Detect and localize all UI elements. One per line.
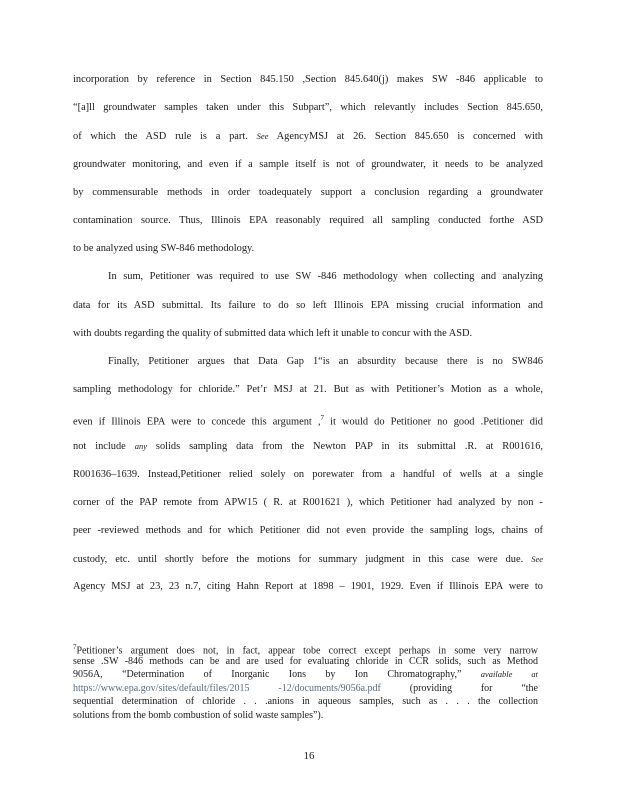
text-line [73, 521, 543, 549]
footnote-line [73, 668, 538, 682]
text-run: groundwater monitoring, and even if a sample itself is not of groundwater, it needs to be analyzed [73, 158, 543, 170]
text-line [73, 211, 543, 239]
text-run: sampling methodology for chloride.” Pet’r MSJ at 21. But as with Petitioner’s Motion as a whole, [73, 384, 543, 396]
italic-run: See [256, 131, 269, 142]
text-run: to be analyzed using SW-846 methodology. [73, 243, 255, 255]
footnote-marker: 7 [320, 414, 325, 423]
footnote-line [73, 695, 538, 709]
text-run: Finally, Petitioner argues that Data Gap 1“is an absurdity because there is no SW846 [108, 355, 543, 367]
text-run: R001636–1639. Instead,Petitioner relied solely on porewater from a handful of wells at a single [73, 468, 543, 480]
text-line [73, 267, 543, 295]
footnote-link: https://www.epa.gov/sites/default/files/2015 -12/documents/9056a.pdf [73, 682, 381, 694]
text-run: contamination source. Thus, Illinois EPA reasonably required all sampling conducted forthe ASD [73, 214, 543, 226]
text-line [73, 324, 543, 352]
text-run: Agency MSJ at 23, 23 n.7, citing Hahn Report at 1898 – 1901, 1929. Even if Illinois EPA were to [73, 581, 543, 593]
footnote-line [73, 655, 538, 669]
text-line [73, 70, 543, 98]
text-line [73, 408, 543, 436]
text-line [73, 380, 543, 408]
text-run: In sum, Petitioner was required to use SW -846 methodology when collecting and analyzing [108, 271, 543, 283]
text-line [73, 436, 543, 464]
text-run: 9056A, “Determination of Inorganic Ions by Ion Chromatography,” [73, 669, 481, 681]
text-run: it would do Petitioner no good .Petitioner did [324, 416, 543, 428]
footnote-line [73, 682, 538, 696]
footnote-line [73, 641, 538, 655]
text-line [73, 352, 543, 380]
text-line [73, 465, 543, 493]
text-line [73, 98, 543, 126]
text-run: with doubts regarding the quality of submitted data which left it unable to concur with the ASD. [73, 327, 473, 339]
italic-run: See [531, 554, 543, 565]
footnotes [73, 641, 538, 723]
text-line [73, 493, 543, 521]
text-line [73, 183, 543, 211]
text-run: corner of the PAP remote from APW15 ( R. at R001621 ), which Petitioner had analyzed by non - [73, 496, 543, 508]
text-run: sense .SW -846 methods can be and are used for evaluating chloride in CCR solids, such as Method [73, 655, 538, 667]
text-run: sequential determination of chloride . . .anions in aqueous samples, such as . . . the collection [73, 696, 538, 708]
text-line [73, 296, 543, 324]
text-line [73, 126, 543, 154]
text-run: by commensurable methods in order toadequately support a conclusion regarding a groundwater [73, 186, 543, 198]
text-run: not include [73, 441, 135, 453]
text-line [73, 549, 543, 577]
footnote-marker: 7 [73, 643, 77, 651]
text-run: AgencyMSJ at 26. Section 845.650 is concerned with [268, 131, 543, 143]
italic-run: any [134, 441, 147, 452]
footnote-line [73, 709, 538, 723]
page-number: 16 [303, 750, 315, 762]
italic-run: available at [480, 669, 538, 680]
text-run: even if Illinois EPA were to concede this argument , [73, 416, 321, 428]
text-run: solutions from the bomb combustion of solid waste samples”). [73, 709, 324, 721]
text-run: custody, etc. until shortly before the motions for summary judgment in this case were due. [73, 554, 532, 566]
text-run: of which the ASD rule is a part. [73, 131, 257, 143]
text-run: peer -reviewed methods and for which Petitioner did not even provide the sampling logs, chains of [73, 525, 543, 536]
text-run: “[a]ll groundwater samples taken under this Subpart”, which relevantly includes Section 845.650, [73, 102, 543, 114]
text-run: data for its ASD submittal. Its failure to do so left Illinois EPA missing crucial information and [73, 299, 543, 311]
text-run: solids sampling data from the Newton PAP in its submittal .R. at R001616, [146, 441, 543, 453]
text-line [73, 577, 543, 605]
text-run: Petitioner’s argument does not, in fact, appear tobe correct except perhaps in some very narrow [76, 645, 538, 657]
text-run: (providing for “the [380, 682, 538, 694]
text-line [73, 239, 543, 267]
text-line [73, 155, 543, 183]
text-run: incorporation by reference in Section 845.150 ,Section 845.640(j) makes SW -846 applicable to [73, 74, 543, 85]
body-text [73, 70, 543, 606]
